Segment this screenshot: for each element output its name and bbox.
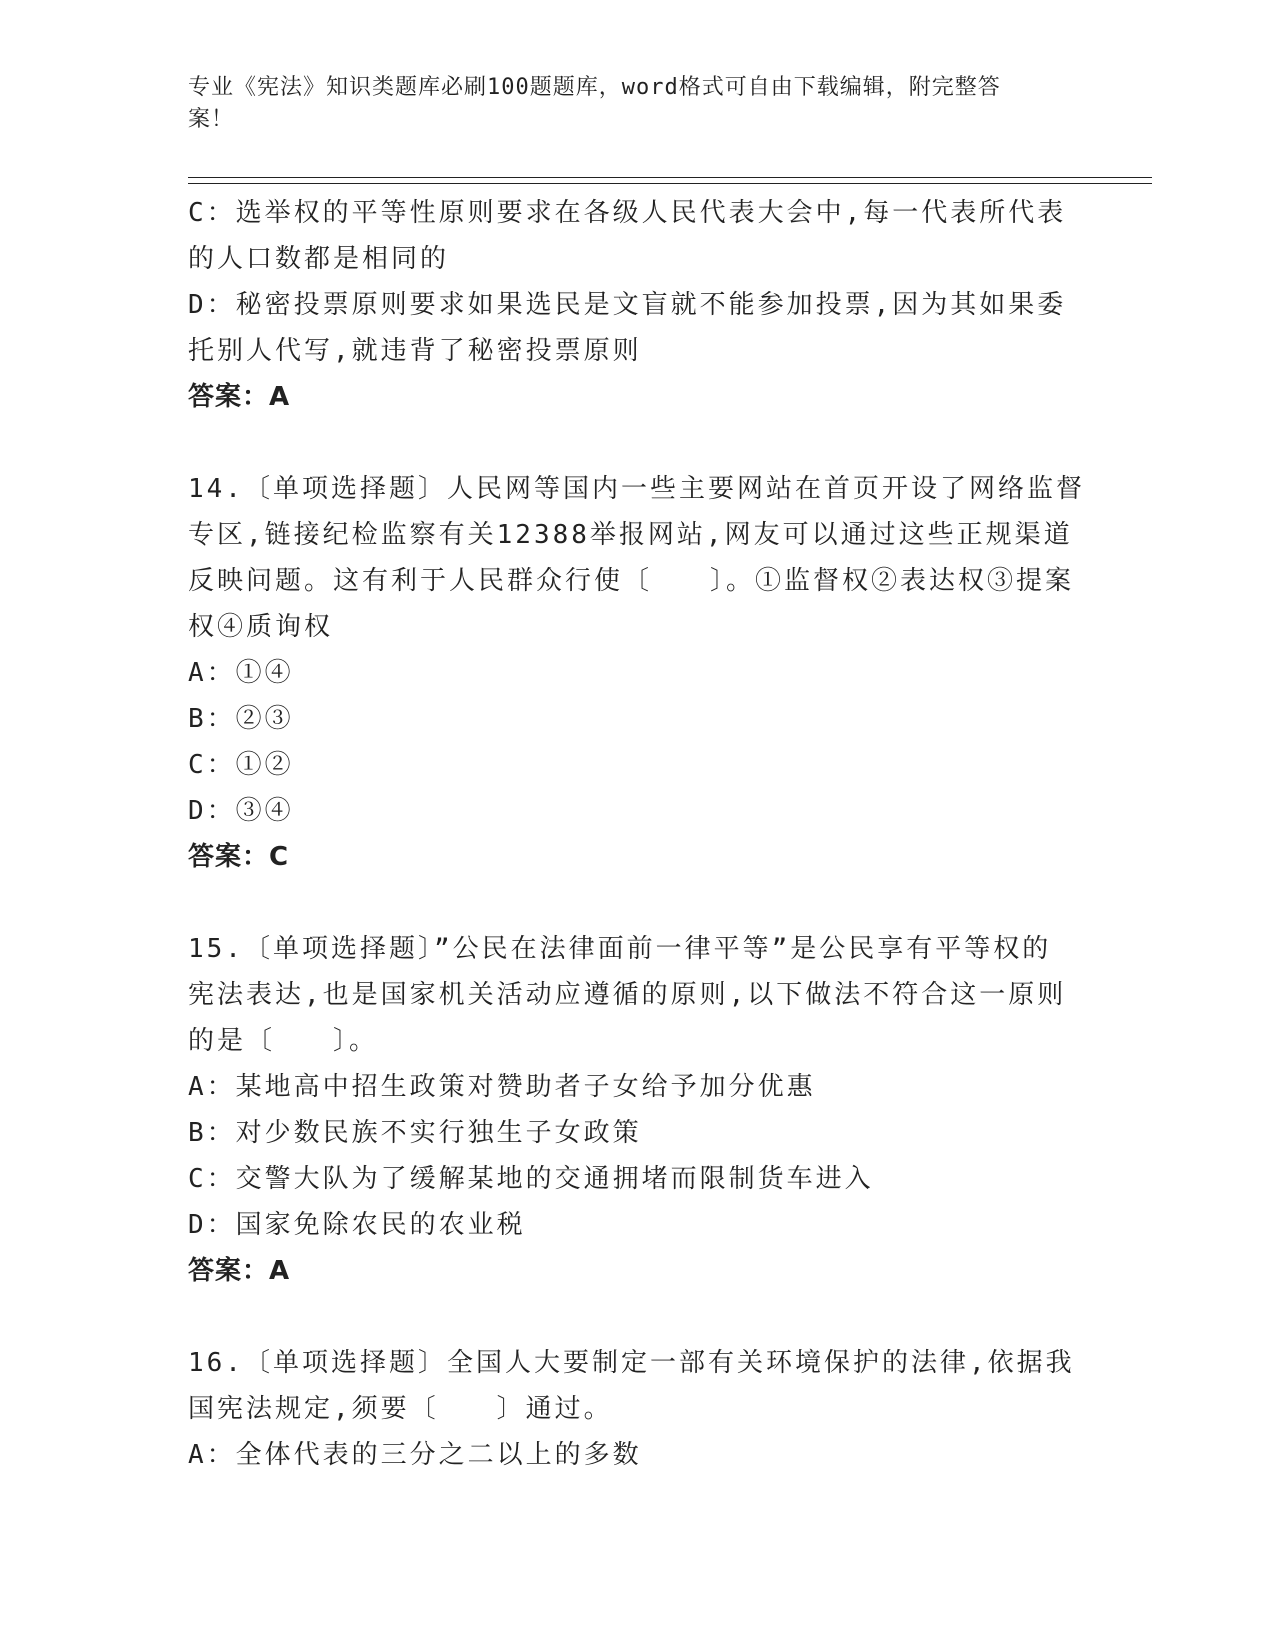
question-14-option-d: D：③④ bbox=[188, 796, 294, 826]
header-divider-top bbox=[188, 177, 1152, 178]
document-header bbox=[188, 72, 1068, 136]
question-15-stem-line-2: 宪法表达,也是国家机关活动应遵循的原则,以下做法不符合这一原则 bbox=[188, 980, 1067, 1010]
question-16-option-a: A：全体代表的三分之二以上的多数 bbox=[188, 1440, 642, 1470]
question-15-stem-line-1: 15.〔单项选择题〕”公民在法律面前一律平等”是公民享有平等权的 bbox=[188, 934, 1052, 964]
question-14-option-b: B：②③ bbox=[188, 704, 294, 734]
question-13-continued bbox=[188, 190, 1068, 420]
spacer bbox=[188, 880, 1068, 926]
question-content bbox=[188, 190, 1085, 1478]
question-16-stem-line-2: 国宪法规定,须要〔 〕通过。 bbox=[188, 1394, 613, 1424]
question-16-stem-line-1: 16.〔单项选择题〕全国人大要制定一部有关环境保护的法律,依据我 bbox=[188, 1348, 1075, 1378]
option-c-line-1: C：选举权的平等性原则要求在各级人民代表大会中,每一代表所代表 bbox=[188, 198, 1067, 228]
spacer bbox=[188, 420, 1068, 466]
question-15-option-c: C：交警大队为了缓解某地的交通拥堵而限制货车进入 bbox=[188, 1164, 874, 1194]
question-15 bbox=[188, 926, 1068, 1294]
answer-15: 答案：A bbox=[188, 1256, 291, 1286]
option-c-line-2: 的人口数都是相同的 bbox=[188, 244, 450, 274]
answer-13: 答案：A bbox=[188, 382, 291, 412]
question-14-option-c: C：①② bbox=[188, 750, 294, 780]
header-title-line-1: 专业《宪法》知识类题库必刷100题题库，word格式可自由下载编辑，附完整答 bbox=[188, 75, 1001, 100]
spacer bbox=[188, 1294, 1068, 1340]
header-divider-bottom bbox=[188, 183, 1152, 184]
option-d-line-2: 托别人代写,就违背了秘密投票原则 bbox=[188, 336, 642, 366]
question-16 bbox=[188, 1340, 1075, 1478]
option-d-line-1: D：秘密投票原则要求如果选民是文盲就不能参加投票,因为其如果委 bbox=[188, 290, 1067, 320]
question-15-option-a: A：某地高中招生政策对赞助者子女给予加分优惠 bbox=[188, 1072, 816, 1102]
question-15-stem-line-3: 的是〔 〕。 bbox=[188, 1026, 379, 1056]
question-15-option-d: D：国家免除农民的农业税 bbox=[188, 1210, 526, 1240]
question-14-stem-line-4: 权④质询权 bbox=[188, 612, 334, 642]
question-14-stem-line-3: 反映问题。这有利于人民群众行使〔 〕。①监督权②表达权③提案 bbox=[188, 566, 1075, 596]
answer-14: 答案：C bbox=[188, 842, 290, 872]
question-15-option-b: B：对少数民族不实行独生子女政策 bbox=[188, 1118, 642, 1148]
question-14 bbox=[188, 466, 1085, 880]
question-14-stem-line-2: 专区,链接纪检监察有关12388举报网站,网友可以通过这些正规渠道 bbox=[188, 520, 1073, 550]
header-title-line-2: 案！ bbox=[188, 107, 235, 132]
question-14-stem-line-1: 14.〔单项选择题〕人民网等国内一些主要网站在首页开设了网络监督 bbox=[188, 474, 1085, 504]
question-14-option-a: A：①④ bbox=[188, 658, 294, 688]
